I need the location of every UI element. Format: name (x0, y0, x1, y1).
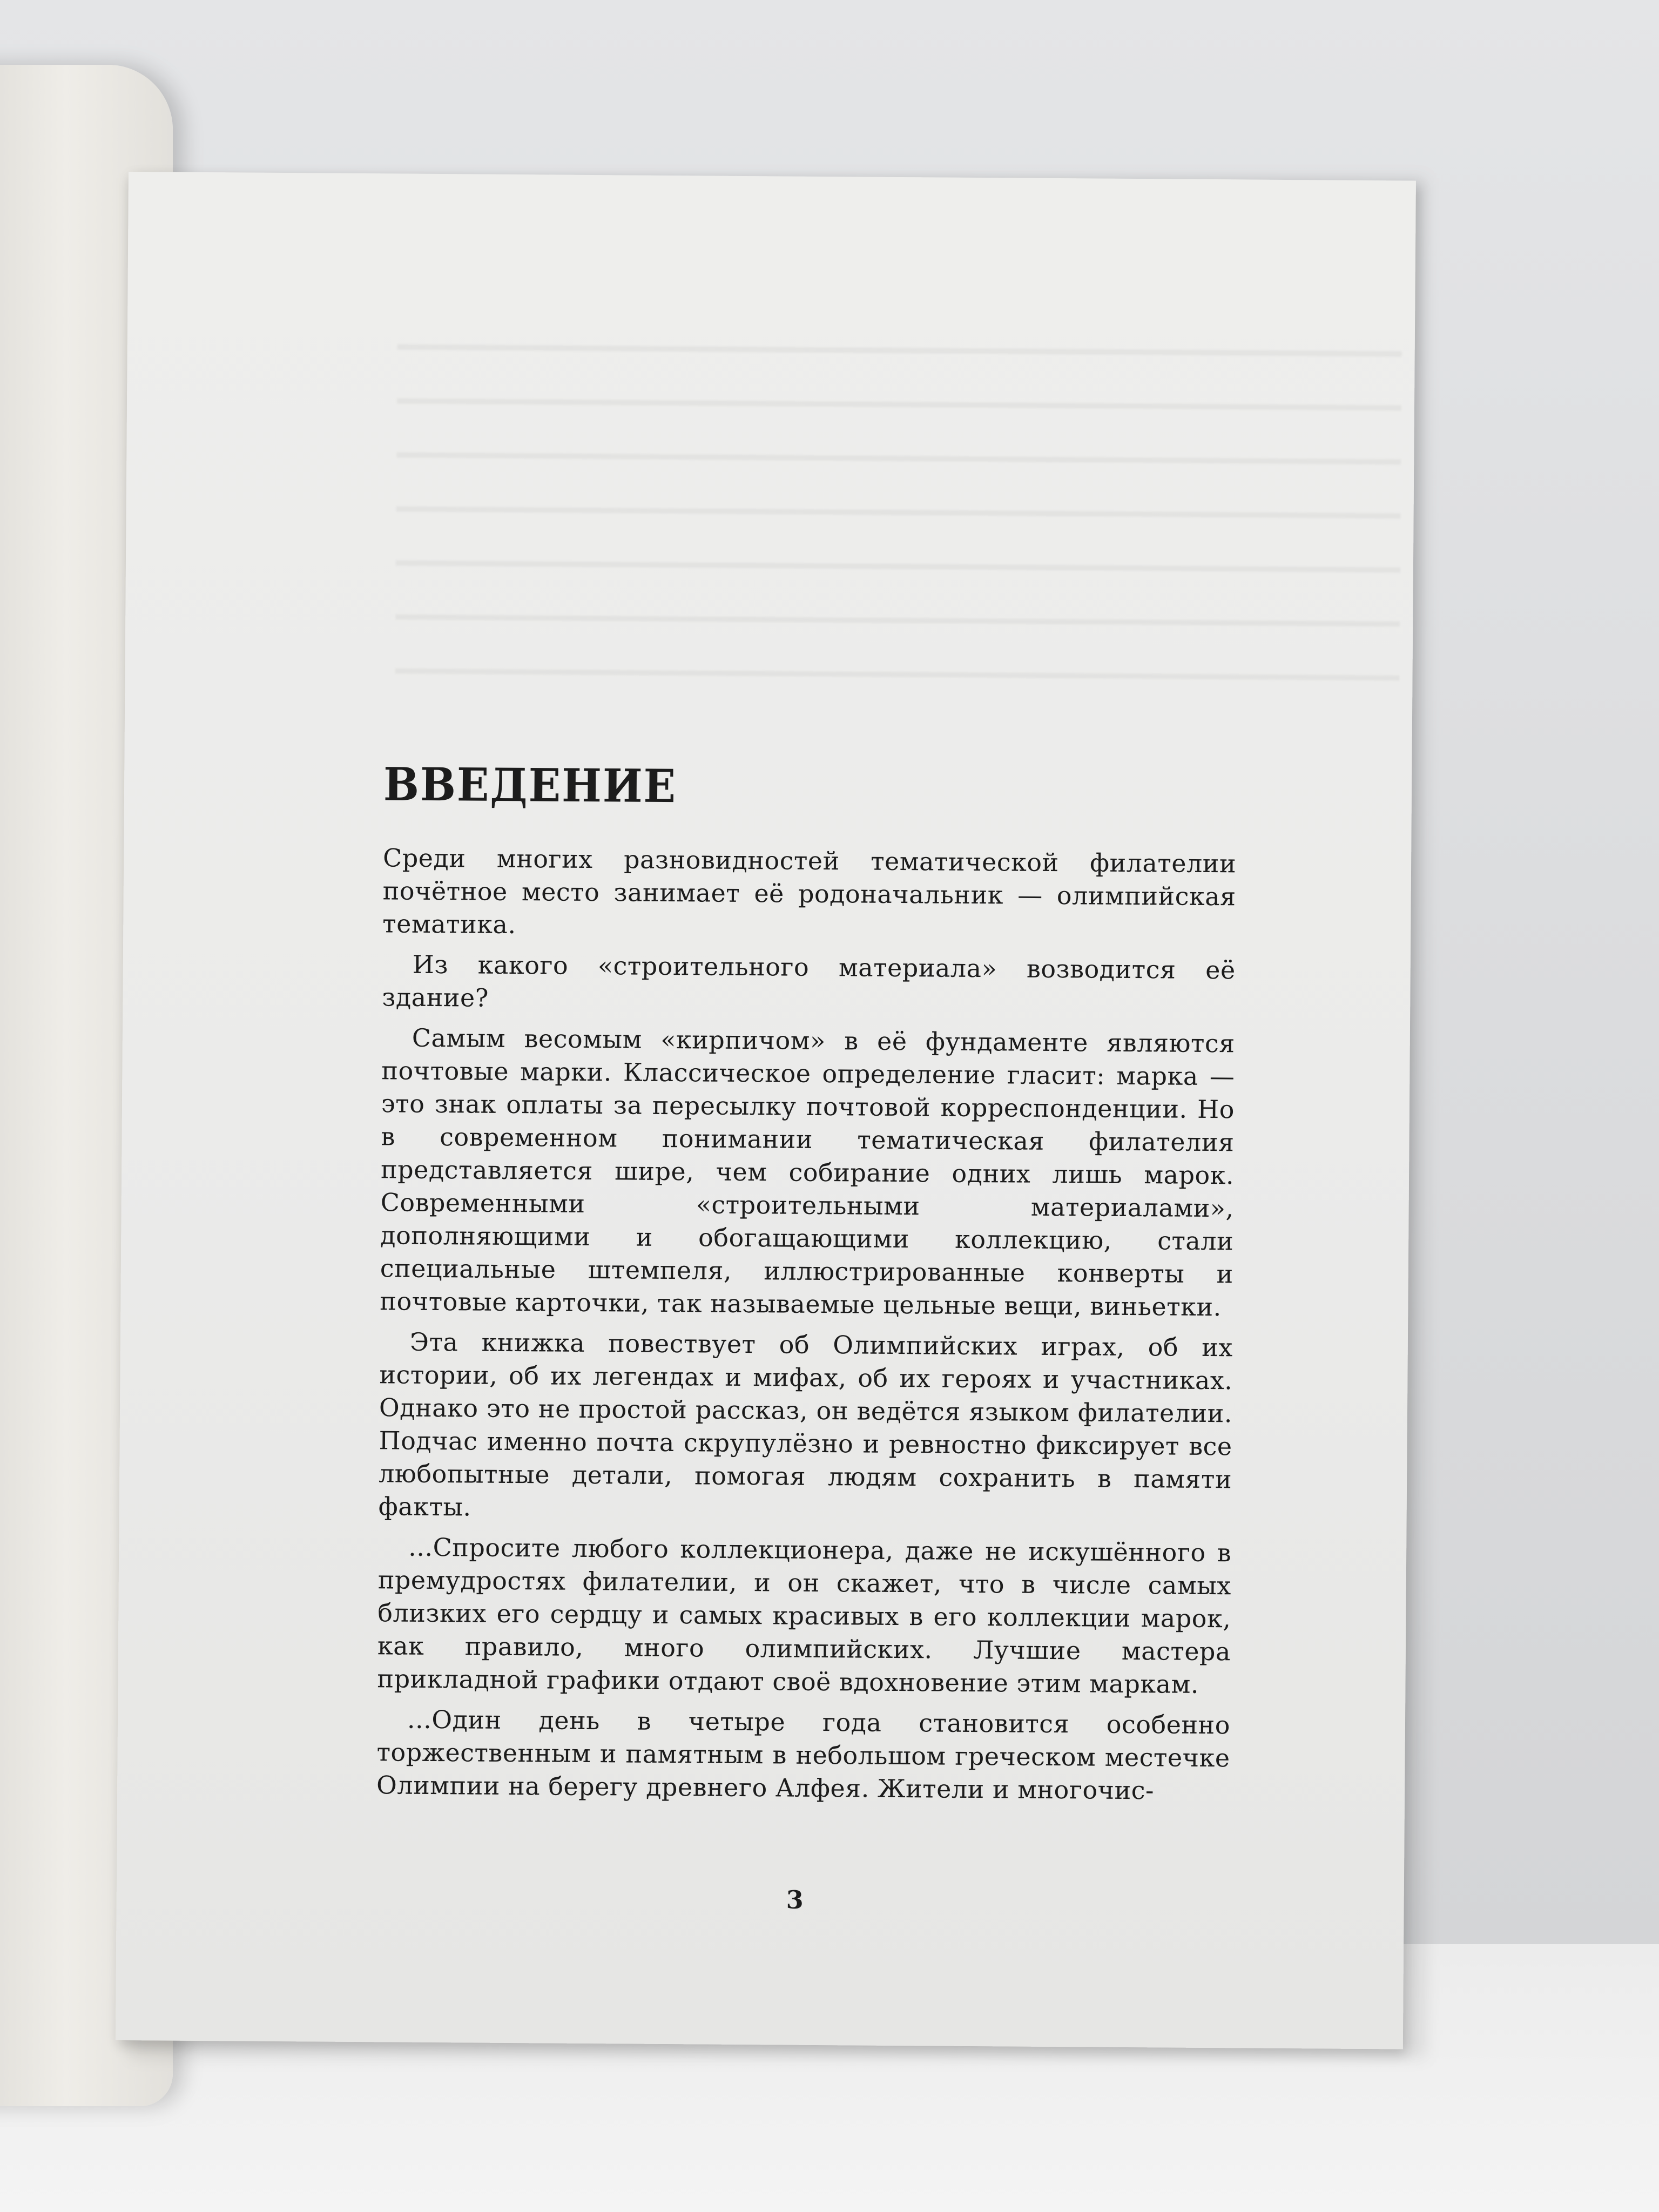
page-number: 3 (786, 1885, 804, 1914)
page-content (376, 760, 1237, 1815)
paragraph: Среди многих разновидностей тематической филателии почётное место занимает её родоначальник — олимпийская тематика. (382, 843, 1237, 940)
paragraph: Самым весомым «кирпичом» в её фундаменте являются почтовые марки. Классическое определение гласит: марка — это знак оплаты за пересылку почтовой корреспонденции. Но в современном понимании тематическая филателия представляется шире, чем собирание одних лишь марок. Современными «строительными материалами», дополняющими и обогащающими коллекцию, стали специальные штемпеля, иллюстрированные конверты и почтовые карточки, так называемые цельные вещи, виньетки. (380, 1023, 1235, 1322)
show-through-text (395, 308, 1402, 693)
paragraph: ...Один день в четыре года становится особенно торжественным и памятным в небольшом греческом местечке Олимпии на берегу древнего Алфея. Жители и многочис- (376, 1704, 1231, 1805)
chapter-heading: ВВЕДЕНИЕ (383, 758, 677, 813)
book-page (116, 172, 1416, 2049)
paragraph: Эта книжка повествует об Олимпийских играх, об их истории, об их легендах и мифах, об их героях и участниках. Однако это не простой рассказ, он ведётся языком филателии. Подчас именно почта скрупулёзно и ревностно фиксирует все любопытные детали, помогая людям сохранить в памяти факты. (378, 1327, 1233, 1522)
paragraph: ...Спросите любого коллекционера, даже не искушённого в премудростях филателии, и он скажет, что в числе самых близких его сердцу и самых красивых в его коллекции марок, как правило, много олимпийских. Лучшие мастера прикладной графики отдают своё вдохновение этим маркам. (377, 1532, 1232, 1699)
paragraph: Из какого «строительного материала» возводится её здание? (382, 949, 1236, 1013)
